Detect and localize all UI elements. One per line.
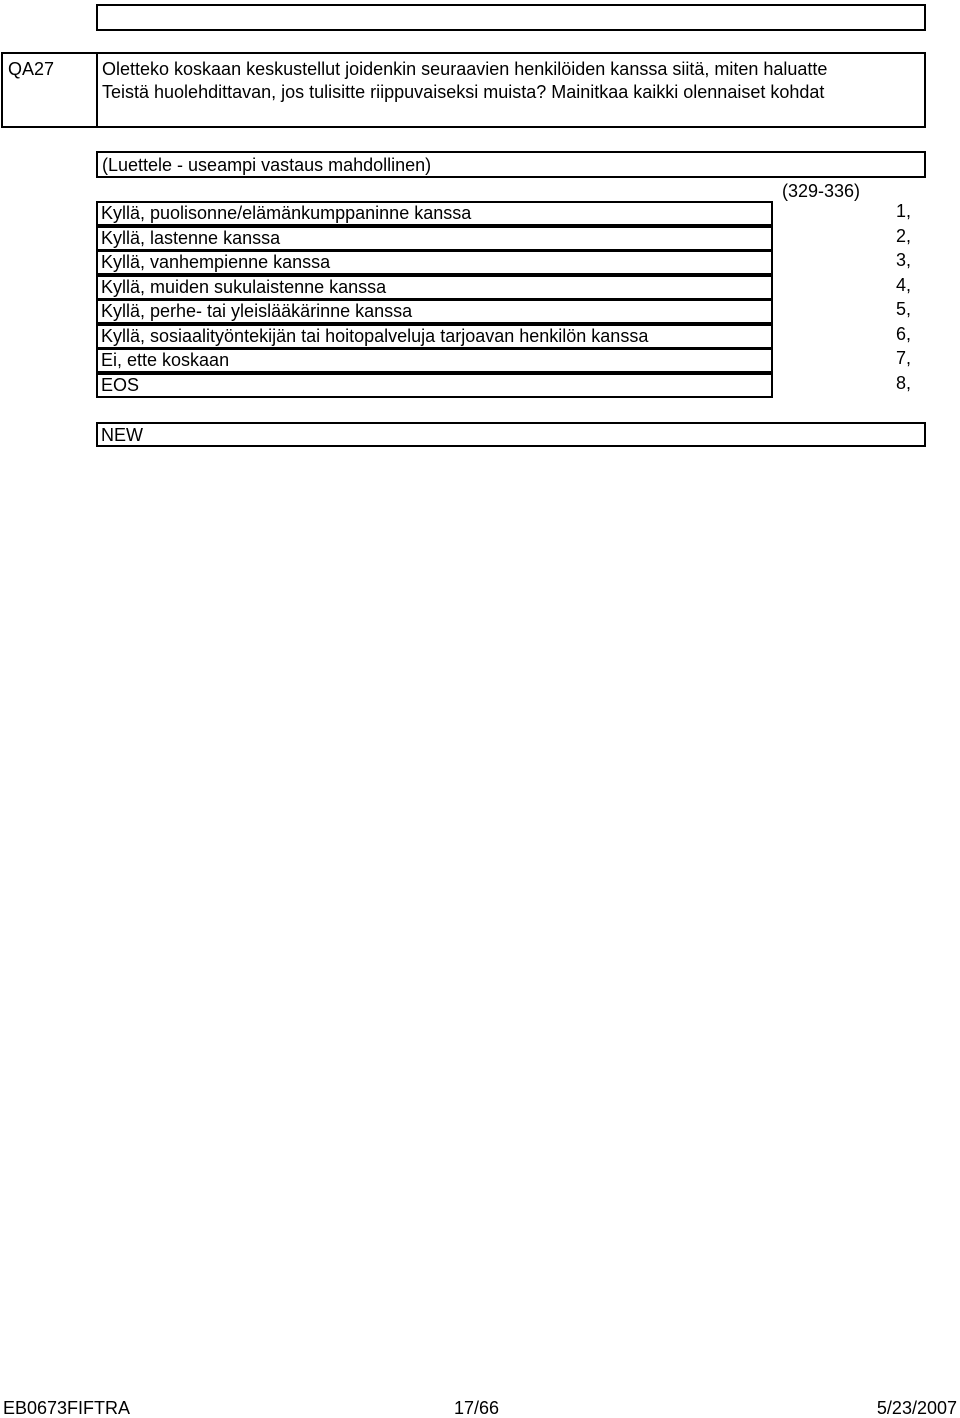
option-row [96, 324, 926, 349]
option-row [96, 201, 926, 226]
instruction-text: (Luettele - useampi vastaus mahdollinen) [102, 155, 432, 175]
option-label: Kyllä, sosiaalityöntekijän tai hoitopalveluja tarjoavan henkilön kanssa [96, 324, 773, 349]
codes-range: (329-336) [781, 181, 860, 201]
new-label: NEW [101, 425, 143, 445]
question-text-line-1: Oletteko koskaan keskustellut joidenkin seuraavien henkilöiden kanssa siitä, miten haluatte [102, 59, 828, 79]
option-label: Kyllä, lastenne kanssa [96, 226, 773, 251]
option-label: EOS [96, 373, 773, 398]
option-label: Kyllä, vanhempienne kanssa [96, 250, 773, 275]
option-row [96, 226, 926, 251]
option-row [96, 250, 926, 275]
question-text [96, 52, 926, 128]
option-code: 7, [895, 348, 911, 368]
option-code: 2, [895, 226, 911, 246]
option-label: Kyllä, perhe- tai yleislääkärinne kanssa [96, 299, 773, 324]
option-code: 8, [895, 373, 911, 393]
option-label: Ei, ette koskaan [96, 348, 773, 373]
option-row [96, 275, 926, 300]
option-code: 5, [895, 299, 911, 319]
header-empty-box [96, 4, 926, 31]
option-code: 1, [895, 201, 911, 221]
option-code: 3, [895, 250, 911, 270]
question-id-label: QA27 [8, 59, 55, 79]
footer-document-id: EB0673FIFTRA [3, 1398, 131, 1418]
option-code: 6, [895, 324, 911, 344]
footer-date: 5/23/2007 [876, 1398, 957, 1418]
question-text-line-2: Teistä huolehdittavan, jos tulisitte riippuvaiseksi muista? Mainitkaa kaikki olennaiset kohdat [102, 82, 825, 102]
option-label: Kyllä, muiden sukulaistenne kanssa [96, 275, 773, 300]
instruction-box [96, 151, 926, 178]
option-row [96, 373, 926, 398]
option-code: 4, [895, 275, 911, 295]
question-id [1, 52, 98, 128]
new-box [96, 422, 926, 447]
footer-page-number: 17/66 [454, 1398, 500, 1418]
option-row [96, 299, 926, 324]
option-label: Kyllä, puolisonne/elämänkumppaninne kanssa [96, 201, 773, 226]
option-row [96, 348, 926, 373]
